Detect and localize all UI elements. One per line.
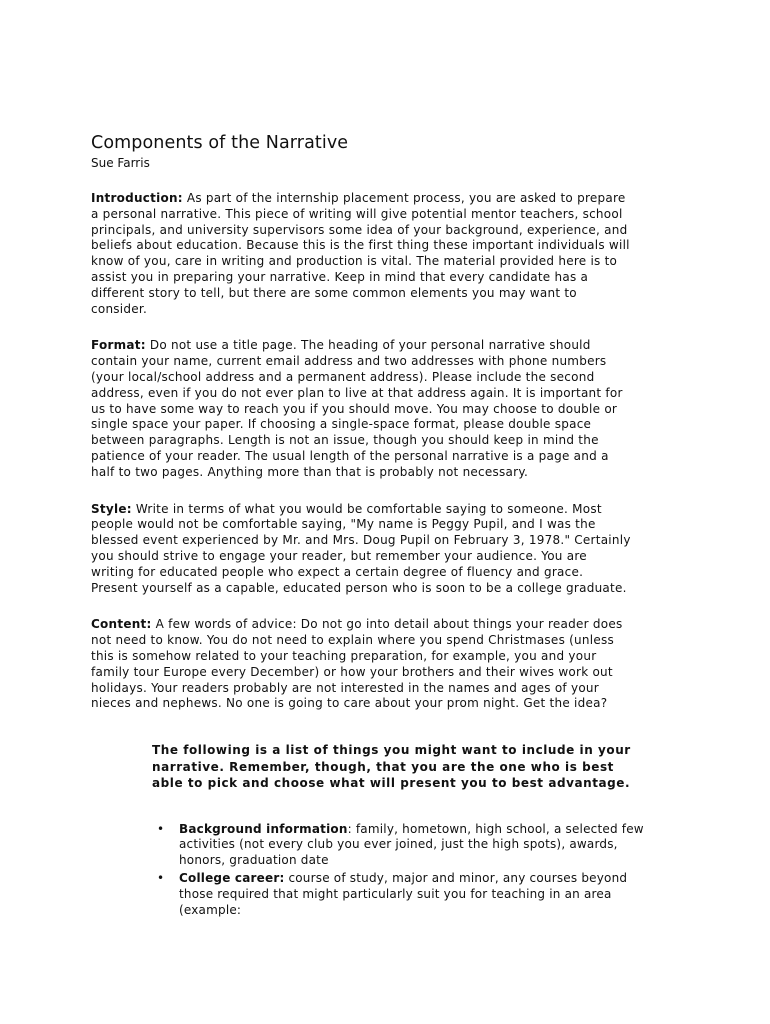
section-label: Content: [91,617,152,632]
section-style [91,502,631,597]
bullet-text: course of study, major and minor, any courses beyond those required that might particularly suit you for teaching in an area (example: [179,871,628,917]
bullet-icon: • [157,821,165,836]
section-introduction [91,191,631,317]
section-label: Format: [91,338,146,353]
section-format [91,338,631,480]
section-label: Introduction: [91,191,183,205]
document-body [91,131,644,920]
document-title: Components of the Narrative [91,133,349,153]
section-content [91,617,631,712]
section-label: Style: [91,501,132,516]
section-text: As part of the internship placement process, you are asked to prepare a personal narrative. This piece of writing will give potential mentor teachers, school principals, and university supervisors some idea of your background, experience, and beliefs about education. Because this is the first thing these important individuals will know of you, care in writing and production is vital. The material provided here is to assist you in preparing your narrative. Keep in mind that every candidate has a different story to tell, but there are some common elements you may want to consider. [91,191,630,316]
section-text: Write in terms of what you would be comfortable saying to someone. Most people would not be comfortable saying, "My name is Peggy Pupil, and I was the blessed event experienced by Mr. and Mrs. Doug Pupil on February 3, 1978." Certainly you should strive to engage your reader, but remember your audience. You are writing for educated people who expect a certain degree of fluency and grace. Present yourself as a capable, educated person who is soon to be a college graduate. [91,501,631,595]
list-item [91,871,649,918]
bullet-text: : family, hometown, high school, a selected few activities (not every club you ever joined, just the high spots), awards, honors, graduation date [179,821,644,868]
section-text: A few words of advice: Do not go into detail about things your reader does not need to know. You do not need to explain where you spend Christmases (unless this is somehow related to your teaching preparation, for example, you and your family tour Europe every December) or how your brothers and their wives work out holidays. Your readers probably are not interested in the names and ages of your nieces and nephews. No one is going to care about your prom night. Get the idea? [91,617,623,711]
callout-note: The following is a list of things you might want to include in your narrative. Remember, though, that you are the one who is best able to pick and choose what will present you to best advantage. [152,743,631,791]
bullet-label: Background information [179,821,348,836]
section-text: Do not use a title page. The heading of your personal narrative should contain your name, current email address and two addresses with phone numbers (your local/school address and a permanent address). Please include the second address, even if you do not ever plan to live at that address again. It is important for us to have some way to reach you if you should move. You may choose to double or single space your paper. If choosing a single-space format, please double space between paragraphs. Length is not an issue, though you should keep in mind the patience of your reader. The usual length of the personal narrative is a page and a half to two pages. Anything more than that is probably not necessary. [91,338,623,479]
bullet-icon: • [157,871,165,885]
bullet-label: College career: [179,871,285,885]
author-name: Sue Farris [91,156,150,170]
list-item [91,822,649,869]
bullet-list [91,821,644,919]
